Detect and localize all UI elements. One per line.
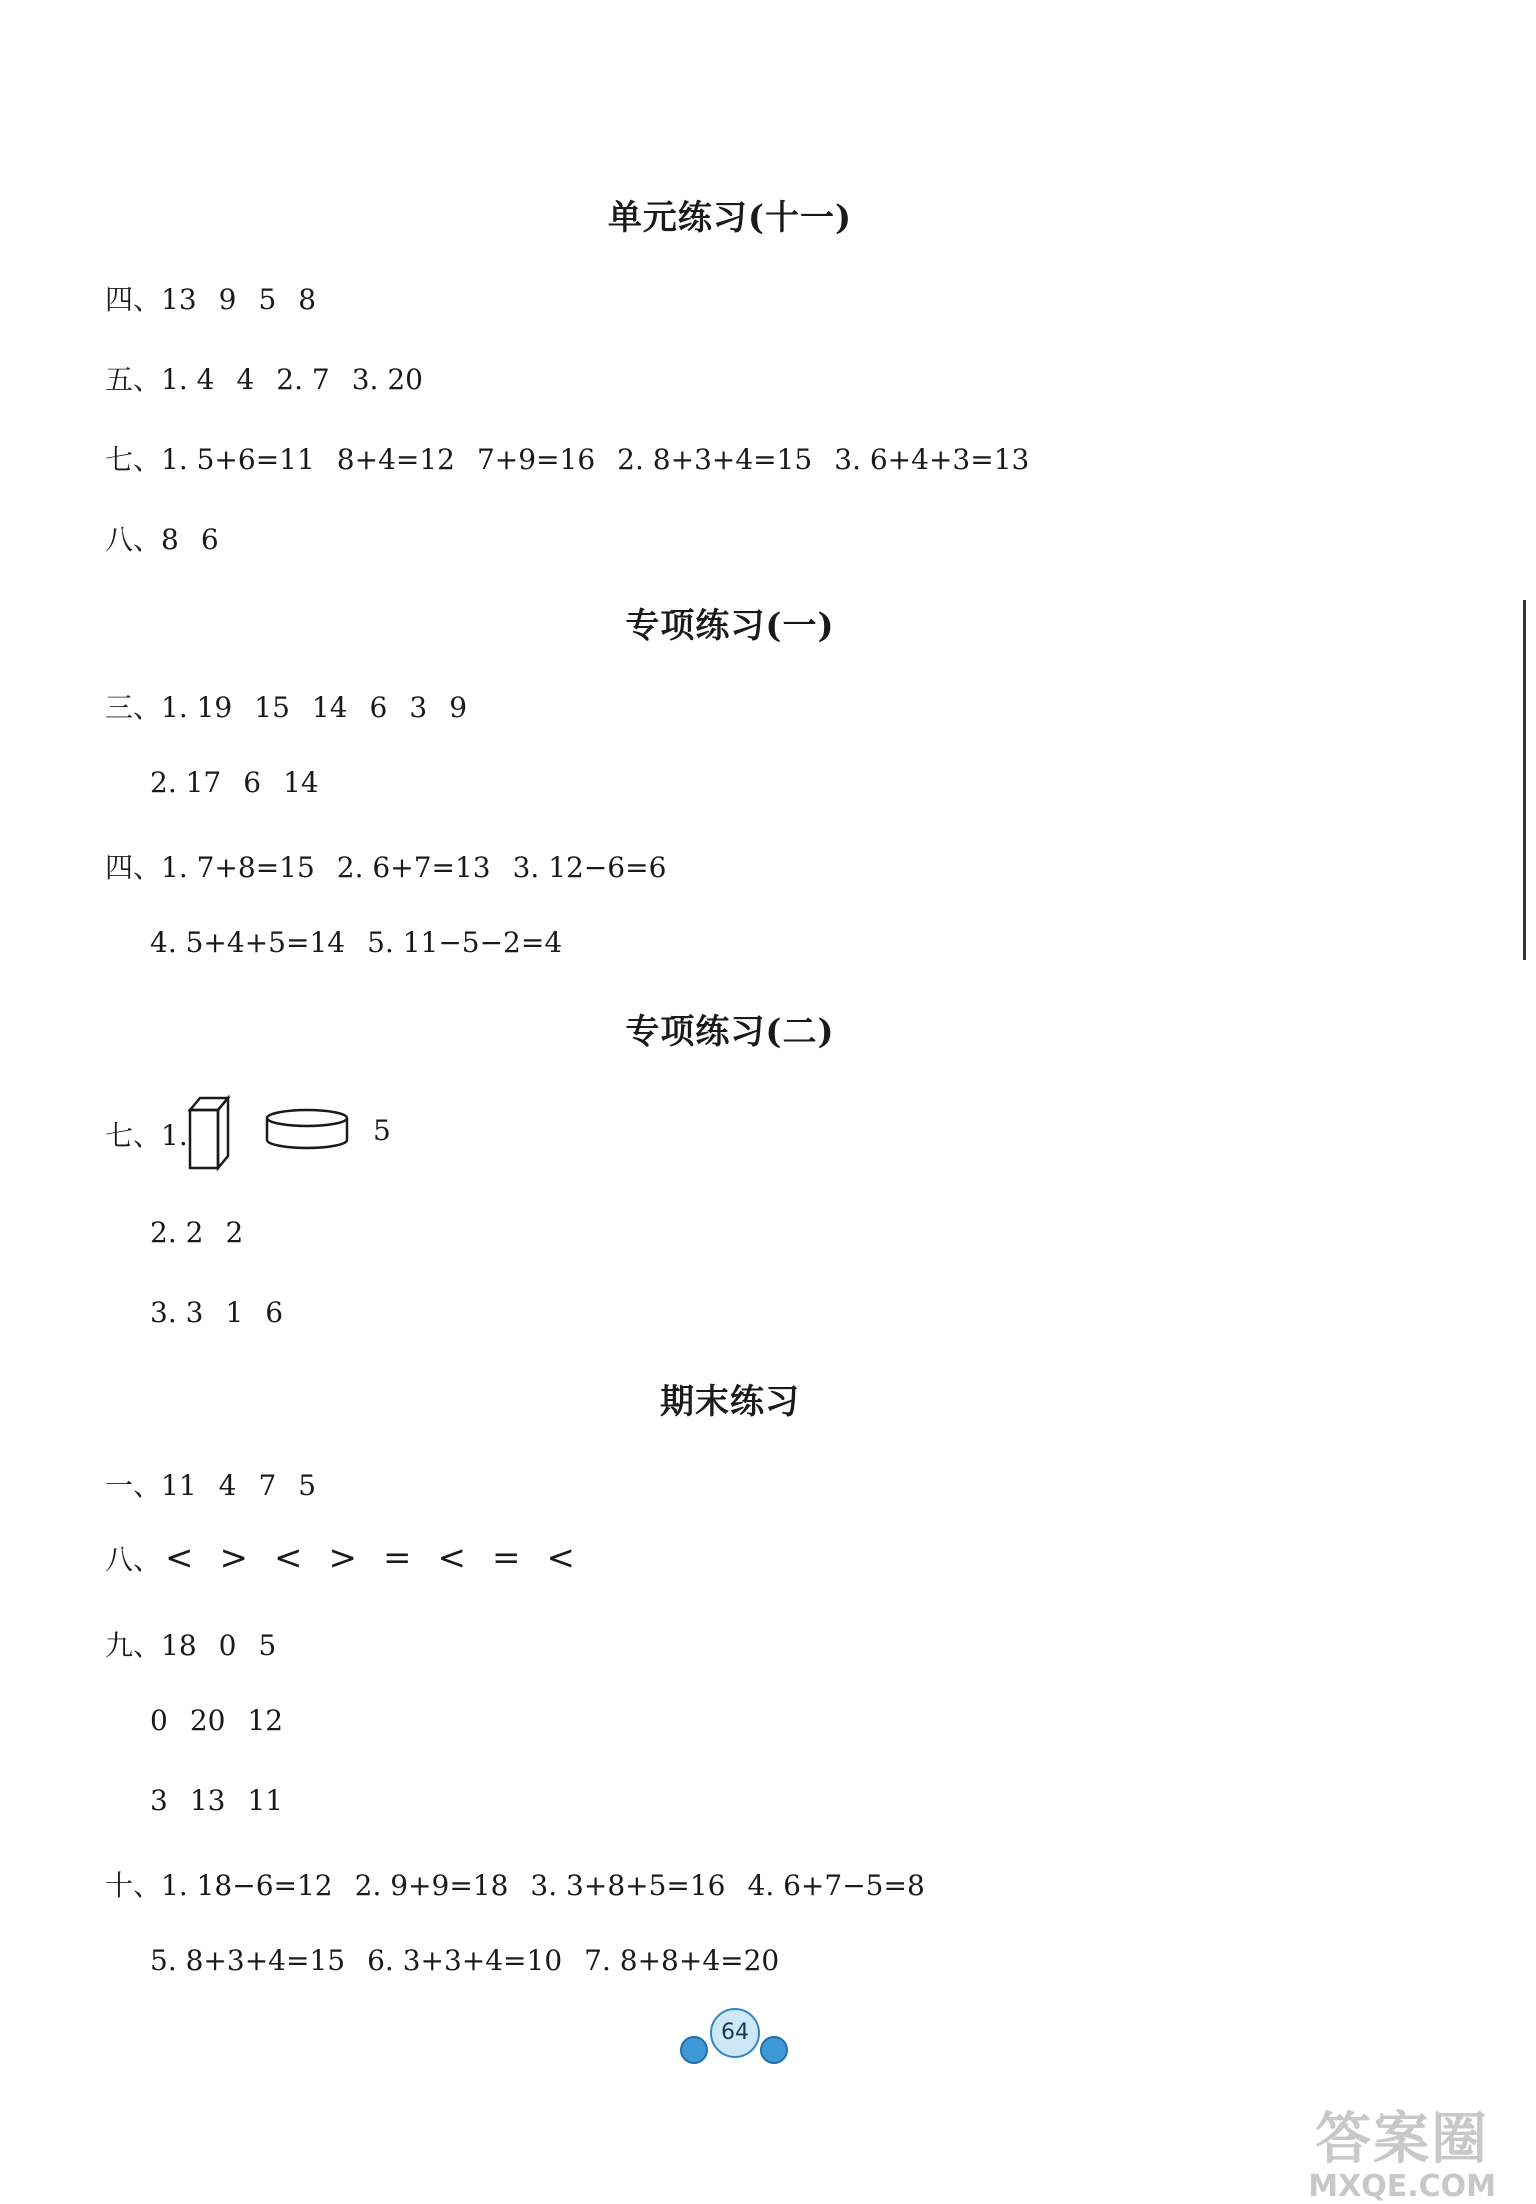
answer-line: 一、11 4 7 5 [105,1469,317,1502]
answer-line: 七、1. 5+6=11 8+4=12 7+9=16 2. 8+3+4=15 3. 6+4+3=13 [105,443,1030,476]
answer-line: 四、1. 7+8=15 2. 6+7=13 3. 12−6=6 [105,851,667,884]
answer-line: 四、13 9 5 8 [105,283,317,316]
watermark: 答案圈 MXQE.COM [1308,2107,1496,2204]
answer-line: 4. 5+4+5=14 5. 11−5−2=4 [150,926,563,959]
answer-value: 5 [373,1114,391,1147]
comparison-line: 八、 < > < > = < = < [105,1538,576,1578]
answer-line: 2. 17 6 14 [150,766,319,799]
answer-line: 3. 3 1 6 [150,1296,284,1329]
answer-line: 九、18 0 5 [105,1629,277,1662]
answer-line: 五、1. 4 4 2. 7 3. 20 [105,363,423,396]
cylinder-icon [262,1106,352,1154]
cuboid-icon [186,1092,246,1172]
answer-line: 八、8 6 [105,523,219,556]
answer-line: 3 13 11 [150,1784,284,1817]
answer-line: 2. 2 2 [150,1216,244,1249]
answer-line: 十、1. 18−6=12 2. 9+9=18 3. 3+8+5=16 4. 6+7−5=8 [105,1869,925,1902]
section-title-unit-11: 单元练习(十一) [607,198,853,238]
answer-line-label: 七、1. [105,1119,188,1152]
answer-line: 5. 8+3+4=15 6. 3+3+4=10 7. 8+8+4=20 [150,1944,780,1977]
page-number-badge [676,2000,786,2070]
answer-line: 0 20 12 [150,1704,284,1737]
section-title-special-1: 专项练习(一) [625,606,835,646]
answer-line: 三、1. 19 15 14 6 3 9 [105,691,468,724]
decor-bubble-right [760,2036,788,2064]
margin-edge-line [1523,600,1526,960]
section-title-final: 期末练习 [660,1382,800,1422]
section-title-special-2: 专项练习(二) [625,1012,835,1052]
page-number: 64 [710,2008,760,2058]
decor-bubble-left [680,2036,708,2064]
